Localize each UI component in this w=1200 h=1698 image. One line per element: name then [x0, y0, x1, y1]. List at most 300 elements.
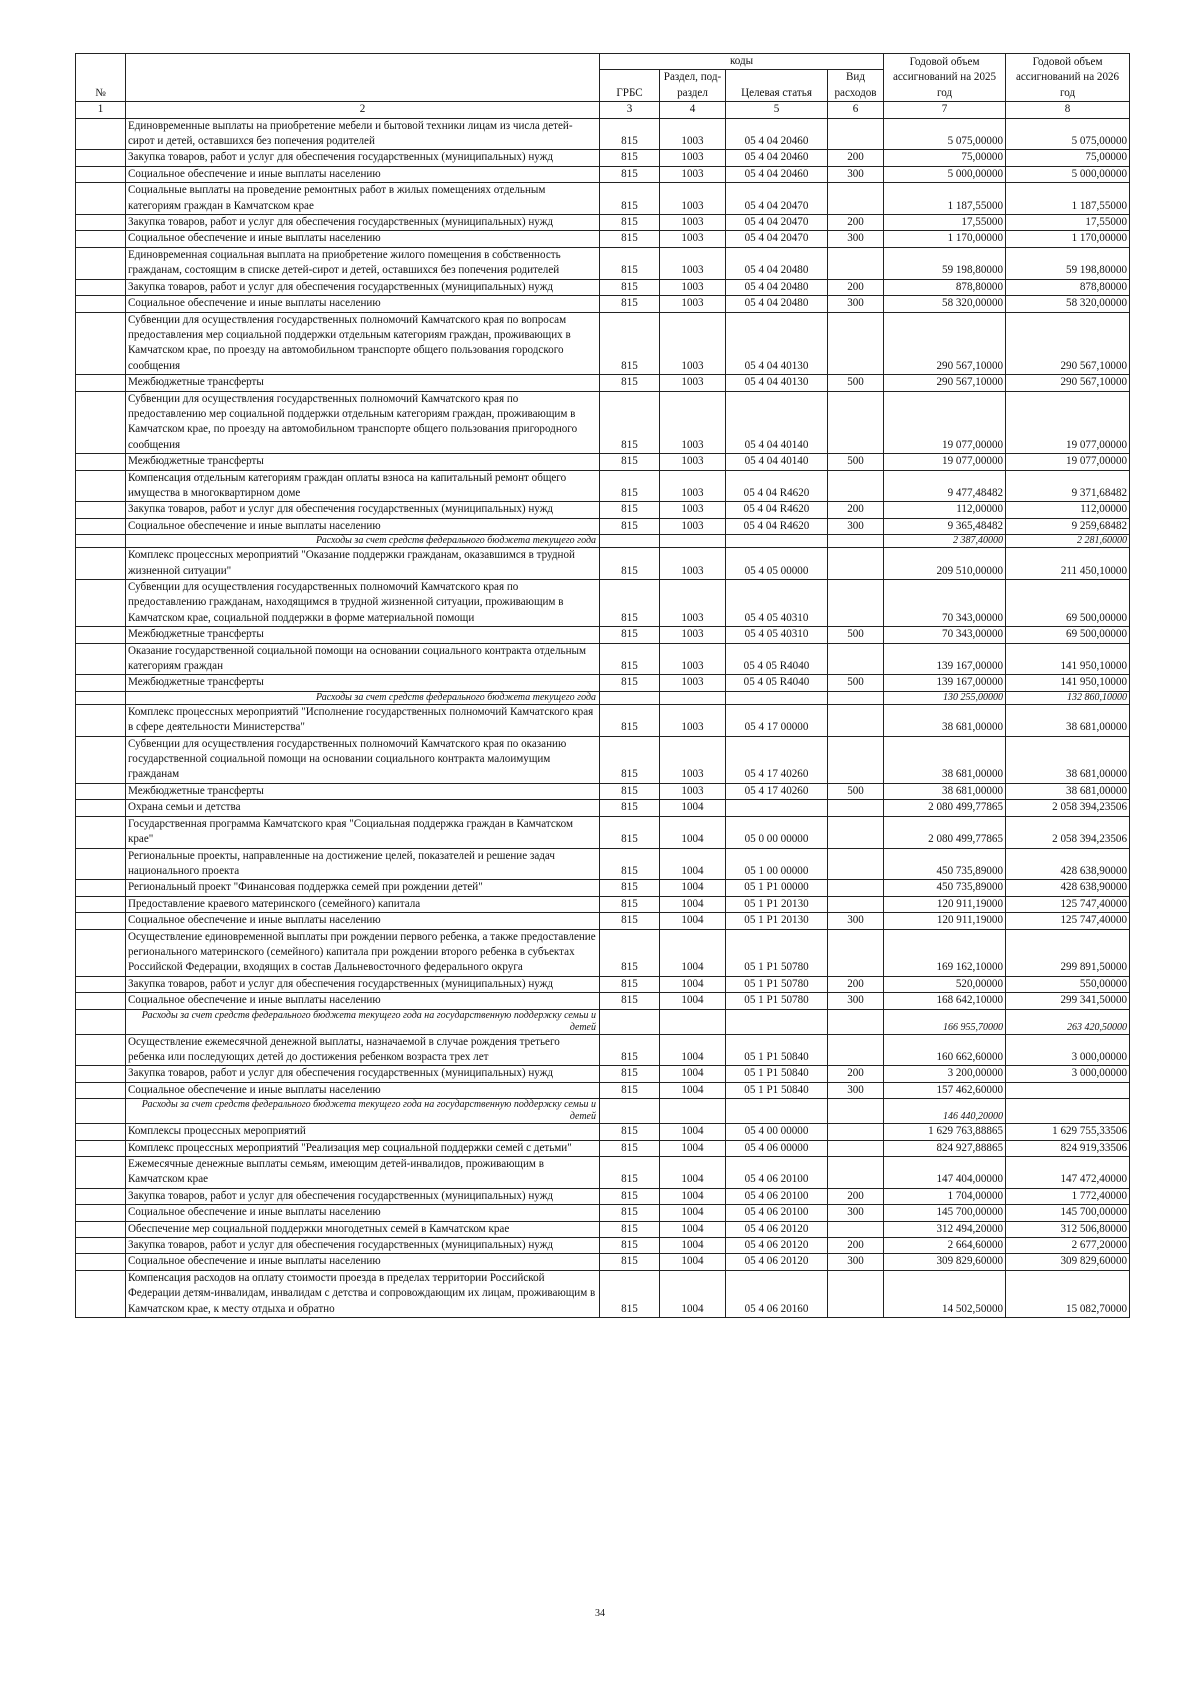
row-vr: 500 [828, 375, 884, 391]
row-number [76, 1221, 126, 1237]
row-name: Государственная программа Камчатского края "Социальная поддержка граждан в Камчатском крае" [126, 816, 600, 848]
row-value-2026: 38 681,00000 [1006, 704, 1130, 736]
row-razdel: 1004 [660, 1124, 726, 1140]
row-razdel: 1004 [660, 896, 726, 912]
row-vr [828, 1270, 884, 1317]
row-name: Субвенции для осуществления государственных полномочий Камчатского края по предоставлению гражданам, находящимся в трудной жизненной ситуации, проживающим в Камчатском крае, социальной поддержки в форме материальной помощи [126, 580, 600, 627]
row-value-2026: 299 341,50000 [1006, 993, 1130, 1009]
row-value-2026 [1006, 1082, 1130, 1098]
row-name: Закупка товаров, работ и услуг для обеспечения государственных (муниципальных) нужд [126, 976, 600, 992]
row-name: Закупка товаров, работ и услуг для обеспечения государственных (муниципальных) нужд [126, 502, 600, 518]
row-vr: 500 [828, 783, 884, 799]
row-number [76, 231, 126, 247]
row-number [76, 976, 126, 992]
row-value-2025: 168 642,10000 [884, 993, 1006, 1009]
row-value-2026: 2 058 394,23506 [1006, 800, 1130, 816]
row-name: Расходы за счет средств федерального бюджета текущего года [126, 691, 600, 704]
row-razdel: 1003 [660, 312, 726, 375]
row-number [76, 391, 126, 454]
table-row [76, 312, 1130, 375]
row-value-2026: 19 077,00000 [1006, 391, 1130, 454]
row-value-2026: 290 567,10000 [1006, 312, 1130, 375]
row-value-2025: 112,00000 [884, 502, 1006, 518]
row-number [76, 580, 126, 627]
row-number [76, 691, 126, 704]
row-number [76, 1009, 126, 1034]
row-number [76, 470, 126, 502]
row-value-2025: 145 700,00000 [884, 1205, 1006, 1221]
row-csr: 05 4 04 20470 [726, 183, 828, 215]
row-csr: 05 4 04 40140 [726, 391, 828, 454]
row-razdel: 1003 [660, 391, 726, 454]
row-value-2025: 120 911,19000 [884, 896, 1006, 912]
row-vr [828, 1124, 884, 1140]
row-value-2026: 112,00000 [1006, 502, 1130, 518]
row-vr: 300 [828, 1082, 884, 1098]
row-razdel: 1003 [660, 247, 726, 279]
row-csr: 05 4 05 R4040 [726, 643, 828, 675]
row-grbs: 815 [600, 800, 660, 816]
row-csr: 05 4 04 40130 [726, 375, 828, 391]
budget-rows [76, 118, 1130, 1317]
row-value-2025: 9 477,48482 [884, 470, 1006, 502]
row-name: Осуществление единовременной выплаты при рождении первого ребенка, а также предоставление регионального материнского (семейного) капитала при рождении второго ребенка в субъектах Российской Федерации, входящих в состав Дальневосточного федерального округа [126, 929, 600, 976]
row-razdel: 1003 [660, 215, 726, 231]
row-grbs: 815 [600, 993, 660, 1009]
row-grbs: 815 [600, 150, 660, 166]
row-name: Межбюджетные трансферты [126, 675, 600, 691]
row-value-2025: 147 404,00000 [884, 1157, 1006, 1189]
row-vr [828, 704, 884, 736]
row-value-2026: 38 681,00000 [1006, 783, 1130, 799]
row-name: Оказание государственной социальной помощи на основании социального контракта отдельным категориям граждан [126, 643, 600, 675]
row-razdel: 1003 [660, 118, 726, 150]
row-name: Компенсация отдельным категориям граждан оплаты взноса на капитальный ремонт общего имущества в многоквартирном доме [126, 470, 600, 502]
row-grbs: 815 [600, 391, 660, 454]
row-value-2025: 160 662,60000 [884, 1034, 1006, 1066]
table-row [76, 1140, 1130, 1156]
row-name: Обеспечение мер социальной поддержки многодетных семей в Камчатском крае [126, 1221, 600, 1237]
table-row [76, 150, 1130, 166]
row-vr: 300 [828, 1254, 884, 1270]
row-razdel [660, 691, 726, 704]
row-value-2025: 2 387,40000 [884, 535, 1006, 548]
row-number [76, 643, 126, 675]
row-name: Закупка товаров, работ и услуг для обеспечения государственных (муниципальных) нужд [126, 1188, 600, 1204]
row-csr: 05 4 06 20120 [726, 1221, 828, 1237]
row-number [76, 736, 126, 783]
table-row [76, 675, 1130, 691]
table-row [76, 518, 1130, 534]
row-name: Социальное обеспечение и иные выплаты населению [126, 518, 600, 534]
row-grbs: 815 [600, 816, 660, 848]
row-value-2026: 69 500,00000 [1006, 627, 1130, 643]
row-csr: 05 4 05 00000 [726, 548, 828, 580]
row-vr [828, 548, 884, 580]
table-row [76, 1270, 1130, 1317]
row-name: Социальное обеспечение и иные выплаты населению [126, 231, 600, 247]
row-grbs: 815 [600, 976, 660, 992]
row-value-2026: 38 681,00000 [1006, 736, 1130, 783]
row-name: Ежемесячные денежные выплаты семьям, имеющим детей-инвалидов, проживающим в Камчатском крае [126, 1157, 600, 1189]
row-vr [828, 1157, 884, 1189]
row-vr: 200 [828, 279, 884, 295]
row-value-2026: 141 950,10000 [1006, 643, 1130, 675]
row-value-2026: 263 420,50000 [1006, 1009, 1130, 1034]
column-number: 4 [660, 102, 726, 118]
row-name: Социальное обеспечение и иные выплаты населению [126, 913, 600, 929]
row-number [76, 1157, 126, 1189]
row-name: Единовременные выплаты на приобретение мебели и бытовой техники лицам из числа детей-сирот и детей, оставшихся без попечения родителей [126, 118, 600, 150]
row-value-2025: 1 170,00000 [884, 231, 1006, 247]
row-name: Закупка товаров, работ и услуг для обеспечения государственных (муниципальных) нужд [126, 1238, 600, 1254]
row-grbs: 815 [600, 1124, 660, 1140]
table-row [76, 183, 1130, 215]
row-grbs: 815 [600, 1188, 660, 1204]
row-number [76, 880, 126, 896]
row-grbs: 815 [600, 1066, 660, 1082]
row-grbs: 815 [600, 375, 660, 391]
row-value-2026: 824 919,33506 [1006, 1140, 1130, 1156]
row-value-2026: 59 198,80000 [1006, 247, 1130, 279]
row-razdel: 1003 [660, 518, 726, 534]
row-razdel [660, 1009, 726, 1034]
row-value-2025: 130 255,00000 [884, 691, 1006, 704]
column-number: 6 [828, 102, 884, 118]
row-vr [828, 1009, 884, 1034]
row-csr: 05 4 04 20480 [726, 279, 828, 295]
row-grbs: 815 [600, 704, 660, 736]
row-csr: 05 4 06 00000 [726, 1140, 828, 1156]
table-row [76, 296, 1130, 312]
row-vr [828, 800, 884, 816]
row-csr: 05 4 06 20100 [726, 1205, 828, 1221]
row-vr [828, 929, 884, 976]
row-vr [828, 1034, 884, 1066]
row-grbs: 815 [600, 1034, 660, 1066]
row-vr [828, 691, 884, 704]
row-grbs: 815 [600, 518, 660, 534]
row-value-2026: 9 371,68482 [1006, 470, 1130, 502]
row-number [76, 1099, 126, 1124]
row-vr [828, 118, 884, 150]
row-value-2025: 450 735,89000 [884, 880, 1006, 896]
federal-budget-row [76, 1009, 1130, 1034]
row-razdel: 1004 [660, 976, 726, 992]
row-razdel: 1003 [660, 454, 726, 470]
row-csr [726, 1099, 828, 1124]
row-name: Субвенции для осуществления государственных полномочий Камчатского края по вопросам предоставления мер социальной поддержки отдельным категориям граждан, проживающих в Камчатском крае, по проезду на автомобильном транспорте общего пользования городского сообщения [126, 312, 600, 375]
row-csr: 05 4 00 00000 [726, 1124, 828, 1140]
table-row [76, 231, 1130, 247]
row-vr [828, 736, 884, 783]
row-vr [828, 247, 884, 279]
row-number [76, 929, 126, 976]
row-vr [828, 391, 884, 454]
row-vr: 200 [828, 976, 884, 992]
row-number [76, 704, 126, 736]
table-row [76, 976, 1130, 992]
row-csr: 05 4 04 40140 [726, 454, 828, 470]
row-number [76, 454, 126, 470]
row-value-2025: 169 162,10000 [884, 929, 1006, 976]
row-grbs: 815 [600, 580, 660, 627]
table-row [76, 1254, 1130, 1270]
row-grbs: 815 [600, 548, 660, 580]
row-vr: 200 [828, 150, 884, 166]
row-csr: 05 4 04 20460 [726, 150, 828, 166]
table-row [76, 993, 1130, 1009]
row-vr: 200 [828, 215, 884, 231]
row-number [76, 627, 126, 643]
row-razdel: 1003 [660, 627, 726, 643]
row-value-2025: 290 567,10000 [884, 312, 1006, 375]
row-number [76, 1188, 126, 1204]
row-razdel: 1004 [660, 1221, 726, 1237]
row-number [76, 1205, 126, 1221]
row-grbs: 815 [600, 502, 660, 518]
table-row [76, 1188, 1130, 1204]
row-razdel: 1004 [660, 800, 726, 816]
row-razdel: 1003 [660, 279, 726, 295]
row-value-2026: 3 000,00000 [1006, 1034, 1130, 1066]
col-header-grbs: ГРБС [600, 70, 660, 102]
row-grbs: 815 [600, 231, 660, 247]
row-csr: 05 4 06 20120 [726, 1254, 828, 1270]
row-vr [828, 848, 884, 880]
row-vr: 300 [828, 518, 884, 534]
column-number: 8 [1006, 102, 1130, 118]
row-value-2026: 141 950,10000 [1006, 675, 1130, 691]
row-name: Межбюджетные трансферты [126, 783, 600, 799]
row-vr [828, 643, 884, 675]
row-csr: 05 4 05 40310 [726, 627, 828, 643]
row-razdel: 1004 [660, 1066, 726, 1082]
row-value-2025: 120 911,19000 [884, 913, 1006, 929]
row-csr: 05 1 00 00000 [726, 848, 828, 880]
table-row [76, 643, 1130, 675]
row-razdel: 1004 [660, 1270, 726, 1317]
row-name: Предоставление краевого материнского (семейного) капитала [126, 896, 600, 912]
table-row [76, 816, 1130, 848]
row-vr: 200 [828, 1188, 884, 1204]
row-grbs: 815 [600, 296, 660, 312]
federal-budget-row [76, 1099, 1130, 1124]
row-number [76, 1254, 126, 1270]
federal-budget-row [76, 535, 1130, 548]
row-grbs: 815 [600, 1140, 660, 1156]
row-razdel: 1004 [660, 1238, 726, 1254]
table-row [76, 1034, 1130, 1066]
row-csr: 05 4 04 R4620 [726, 502, 828, 518]
table-row [76, 800, 1130, 816]
row-value-2025: 70 343,00000 [884, 580, 1006, 627]
row-value-2025: 59 198,80000 [884, 247, 1006, 279]
row-number [76, 279, 126, 295]
row-value-2026: 428 638,90000 [1006, 848, 1130, 880]
row-name: Охрана семьи и детства [126, 800, 600, 816]
row-razdel: 1004 [660, 1205, 726, 1221]
row-csr: 05 1 P1 50780 [726, 993, 828, 1009]
table-row [76, 704, 1130, 736]
row-number [76, 548, 126, 580]
row-csr: 05 4 17 00000 [726, 704, 828, 736]
row-razdel: 1003 [660, 736, 726, 783]
row-grbs: 815 [600, 470, 660, 502]
row-value-2026: 211 450,10000 [1006, 548, 1130, 580]
row-grbs: 815 [600, 118, 660, 150]
row-razdel: 1004 [660, 1254, 726, 1270]
row-name: Социальное обеспечение и иные выплаты населению [126, 296, 600, 312]
row-value-2025: 309 829,60000 [884, 1254, 1006, 1270]
column-numbers-row [76, 102, 1130, 118]
row-number [76, 1066, 126, 1082]
row-grbs: 815 [600, 279, 660, 295]
row-csr: 05 0 00 00000 [726, 816, 828, 848]
row-value-2026: 1 170,00000 [1006, 231, 1130, 247]
row-vr: 200 [828, 502, 884, 518]
row-value-2025: 70 343,00000 [884, 627, 1006, 643]
col-header-codes: коды [600, 54, 884, 70]
table-row [76, 118, 1130, 150]
row-grbs: 815 [600, 247, 660, 279]
row-value-2026: 132 860,10000 [1006, 691, 1130, 704]
row-vr: 300 [828, 296, 884, 312]
row-value-2026: 2 058 394,23506 [1006, 816, 1130, 848]
row-csr: 05 4 04 R4620 [726, 470, 828, 502]
row-number [76, 502, 126, 518]
row-razdel: 1003 [660, 231, 726, 247]
row-value-2025: 878,80000 [884, 279, 1006, 295]
row-number [76, 1238, 126, 1254]
row-csr: 05 1 P1 20130 [726, 896, 828, 912]
row-value-2025: 5 075,00000 [884, 118, 1006, 150]
table-row [76, 454, 1130, 470]
table-row [76, 580, 1130, 627]
row-value-2026: 9 259,68482 [1006, 518, 1130, 534]
table-row [76, 215, 1130, 231]
row-grbs: 815 [600, 913, 660, 929]
row-grbs [600, 1009, 660, 1034]
table-row [76, 166, 1130, 182]
row-name: Закупка товаров, работ и услуг для обеспечения государственных (муниципальных) нужд [126, 279, 600, 295]
row-grbs: 815 [600, 1205, 660, 1221]
row-value-2025: 146 440,20000 [884, 1099, 1006, 1124]
row-number [76, 675, 126, 691]
row-razdel: 1003 [660, 296, 726, 312]
row-razdel: 1003 [660, 502, 726, 518]
row-csr [726, 535, 828, 548]
row-number [76, 375, 126, 391]
federal-budget-row [76, 691, 1130, 704]
row-razdel: 1004 [660, 1157, 726, 1189]
row-value-2026: 19 077,00000 [1006, 454, 1130, 470]
row-number [76, 1270, 126, 1317]
row-grbs: 815 [600, 880, 660, 896]
row-vr [828, 470, 884, 502]
row-value-2025: 520,00000 [884, 976, 1006, 992]
row-name: Закупка товаров, работ и услуг для обеспечения государственных (муниципальных) нужд [126, 215, 600, 231]
row-value-2025: 14 502,50000 [884, 1270, 1006, 1317]
row-grbs: 815 [600, 1221, 660, 1237]
row-number [76, 535, 126, 548]
row-number [76, 150, 126, 166]
row-value-2025: 1 629 763,88865 [884, 1124, 1006, 1140]
table-row [76, 783, 1130, 799]
row-csr: 05 4 06 20100 [726, 1188, 828, 1204]
row-razdel: 1003 [660, 643, 726, 675]
row-name: Комплексы процессных мероприятий [126, 1124, 600, 1140]
row-name: Единовременная социальная выплата на приобретение жилого помещения в собственность гражданам, состоящим в списке детей-сирот и детей, оставшихся без попечения родителей [126, 247, 600, 279]
col-header-csr: Целевая статья [726, 70, 828, 102]
row-name: Межбюджетные трансферты [126, 627, 600, 643]
row-razdel: 1004 [660, 880, 726, 896]
row-name: Субвенции для осуществления государственных полномочий Камчатского края по предоставлению мер социальной поддержки отдельным категориям граждан, проживающим в Камчатском крае, по проезду на автомобильном транспорте общего пользования пригородного сообщения [126, 391, 600, 454]
row-value-2025: 38 681,00000 [884, 736, 1006, 783]
row-vr: 300 [828, 1205, 884, 1221]
row-csr: 05 4 04 20460 [726, 166, 828, 182]
row-value-2025: 19 077,00000 [884, 391, 1006, 454]
row-csr: 05 1 P1 50780 [726, 929, 828, 976]
budget-sheet [75, 53, 1129, 1318]
row-grbs [600, 691, 660, 704]
table-row [76, 1238, 1130, 1254]
row-value-2026: 1 187,55000 [1006, 183, 1130, 215]
row-vr [828, 1099, 884, 1124]
table-row [76, 1124, 1130, 1140]
row-grbs: 815 [600, 896, 660, 912]
row-name: Расходы за счет средств федерального бюджета текущего года на государственную поддержку семьи и детей [126, 1099, 600, 1124]
row-value-2025: 38 681,00000 [884, 704, 1006, 736]
row-vr: 500 [828, 627, 884, 643]
row-csr: 05 1 P1 20130 [726, 913, 828, 929]
row-value-2026: 17,55000 [1006, 215, 1130, 231]
row-razdel [660, 1099, 726, 1124]
row-vr: 500 [828, 675, 884, 691]
row-grbs: 815 [600, 312, 660, 375]
row-name: Комплекс процессных мероприятий "Оказание поддержки гражданам, оказавшимся в трудной жизненной ситуации" [126, 548, 600, 580]
row-value-2026: 550,00000 [1006, 976, 1130, 992]
row-razdel: 1004 [660, 848, 726, 880]
row-vr: 300 [828, 913, 884, 929]
row-name: Межбюджетные трансферты [126, 454, 600, 470]
row-csr: 05 1 P1 50780 [726, 976, 828, 992]
row-value-2025: 209 510,00000 [884, 548, 1006, 580]
row-value-2025: 3 200,00000 [884, 1066, 1006, 1082]
row-value-2025: 166 955,70000 [884, 1009, 1006, 1034]
row-number [76, 1034, 126, 1066]
row-value-2026: 290 567,10000 [1006, 375, 1130, 391]
row-csr: 05 4 06 20160 [726, 1270, 828, 1317]
row-razdel: 1004 [660, 1082, 726, 1098]
row-number [76, 166, 126, 182]
table-row [76, 913, 1130, 929]
row-value-2025: 1 704,00000 [884, 1188, 1006, 1204]
row-vr: 200 [828, 1066, 884, 1082]
row-razdel: 1004 [660, 1140, 726, 1156]
row-razdel: 1004 [660, 993, 726, 1009]
row-name: Социальное обеспечение и иные выплаты населению [126, 166, 600, 182]
row-number [76, 1140, 126, 1156]
row-vr [828, 896, 884, 912]
row-name: Комплекс процессных мероприятий "Реализация мер социальной поддержки семей с детьми" [126, 1140, 600, 1156]
row-name: Расходы за счет средств федерального бюджета текущего года на государственную поддержку семьи и детей [126, 1009, 600, 1034]
row-name: Закупка товаров, работ и услуг для обеспечения государственных (муниципальных) нужд [126, 1066, 600, 1082]
table-row [76, 627, 1130, 643]
row-number [76, 296, 126, 312]
row-grbs: 815 [600, 929, 660, 976]
row-csr [726, 691, 828, 704]
